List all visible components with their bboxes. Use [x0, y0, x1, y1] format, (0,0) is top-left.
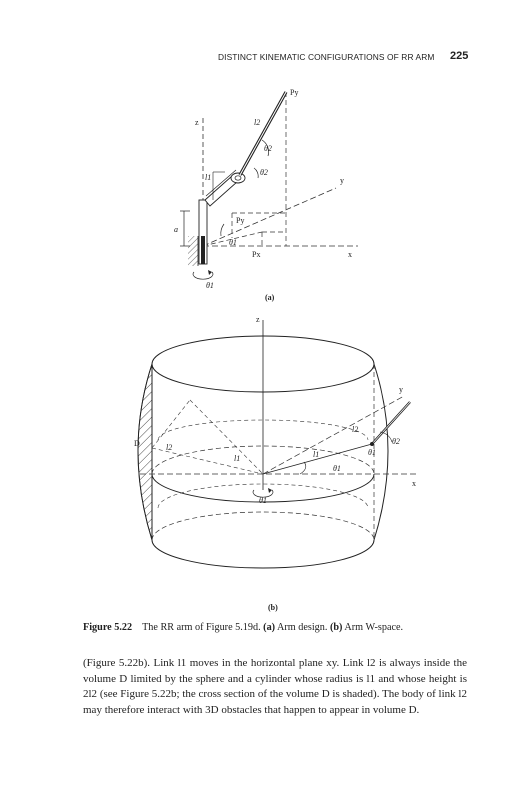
fig-a-z-label: z: [195, 118, 199, 127]
fig-b-bottom-ellipse-back: [152, 512, 374, 540]
fig-b-x-label: x: [412, 479, 416, 488]
fig-a-y-label: y: [340, 176, 344, 185]
fig-a-theta2-upper-label: θ2: [264, 144, 272, 153]
fig-b-z-label: z: [256, 315, 260, 324]
caption-text: The RR arm of Figure 5.19d.: [142, 622, 264, 633]
fig-b-link-l1: [263, 444, 372, 474]
fig-a-base-post: [201, 236, 205, 264]
fig-b-bottom-ellipse-front: [152, 540, 374, 568]
fig-b-theta1-inner-label: θ1: [368, 448, 376, 457]
fig-a-height-label: a: [174, 225, 178, 234]
fig-a-theta1-arc: [221, 224, 224, 236]
fig-b-volume-d-label: D: [134, 439, 140, 448]
fig-a-theta1-base-label: θ1: [206, 281, 214, 290]
caption-figure-number: Figure 5.22: [83, 622, 133, 633]
fig-a-y-axis: [203, 188, 336, 246]
figure-a-arm-design: [174, 88, 358, 302]
fig-a-theta1-mid-label: θ1: [229, 238, 237, 247]
fig-a-subfigure-label: (a): [265, 293, 275, 302]
running-header-title: DISTINCT KINEMATIC CONFIGURATIONS OF RR ARM: [218, 52, 435, 62]
fig-a-theta1-base-arrow: [208, 270, 212, 275]
fig-b-theta1-base-label: θ1: [259, 496, 267, 505]
fig-b-l1-left-label: l1: [234, 454, 241, 463]
fig-a-theta2-lower-arc: [254, 168, 258, 178]
fig-b-y-label: y: [399, 385, 403, 394]
fig-a-py-top-label: Py: [290, 88, 299, 97]
body-text: [83, 656, 467, 719]
fig-b-theta1-base-arrow: [268, 488, 272, 493]
fig-b-theta2-right-label: θ2: [392, 437, 400, 446]
fig-a-link-l2-inner: [240, 92, 286, 175]
fig-b-left-arm: [190, 400, 263, 474]
caption-part-b-label: (b): [329, 622, 343, 633]
figure-caption: [83, 622, 483, 633]
fig-a-theta2-lower-label: θ2: [260, 168, 268, 177]
fig-b-l2-left-label: l2: [166, 443, 173, 452]
fig-a-l2-label: l2: [254, 118, 261, 127]
caption-part-a-label: (a): [263, 622, 276, 633]
fig-a-ground-hatch: [188, 236, 198, 266]
fig-b-l2-right-label: l2: [352, 425, 359, 434]
fig-b-volume-d-hatch: [138, 364, 152, 540]
fig-b-theta1-right-label: θ1: [333, 464, 341, 473]
fig-a-py-mid-label: Py: [236, 216, 245, 225]
caption-part-b-text: Arm W-space.: [342, 622, 404, 633]
fig-b-link-l2-inner: [372, 402, 410, 444]
fig-b-left-arm: [152, 400, 190, 448]
fig-a-x-label: x: [348, 250, 352, 259]
body-paragraph: (Figure 5.22b). Link l1 moves in the horizontal plane xy. Link l2 is always inside the volume D limited by the sphere and a cylinder whose radius is l1 and whose height is 2l2 (see Figure 5.22b; the cross section of the volume D is shaded). The body of link l2 may therefore interact with 3D obstacles that happen to appear in volume D.: [83, 657, 467, 717]
fig-b-l1-right-label: l1: [313, 450, 320, 459]
fig-a-l1-label: l1: [205, 173, 212, 182]
fig-b-joint: [370, 442, 374, 446]
fig-a-px-label: Px: [252, 250, 261, 259]
fig-a-joint-inner: [235, 176, 241, 180]
fig-b-y-axis: [263, 396, 404, 474]
fig-b-sphere-right: [374, 364, 388, 540]
fig-b-subfigure-label: (b): [268, 603, 278, 612]
page-number: 225: [450, 50, 469, 62]
figure-b-arm-w-space: [134, 315, 418, 612]
caption-part-a-text: Arm design.: [275, 622, 330, 633]
